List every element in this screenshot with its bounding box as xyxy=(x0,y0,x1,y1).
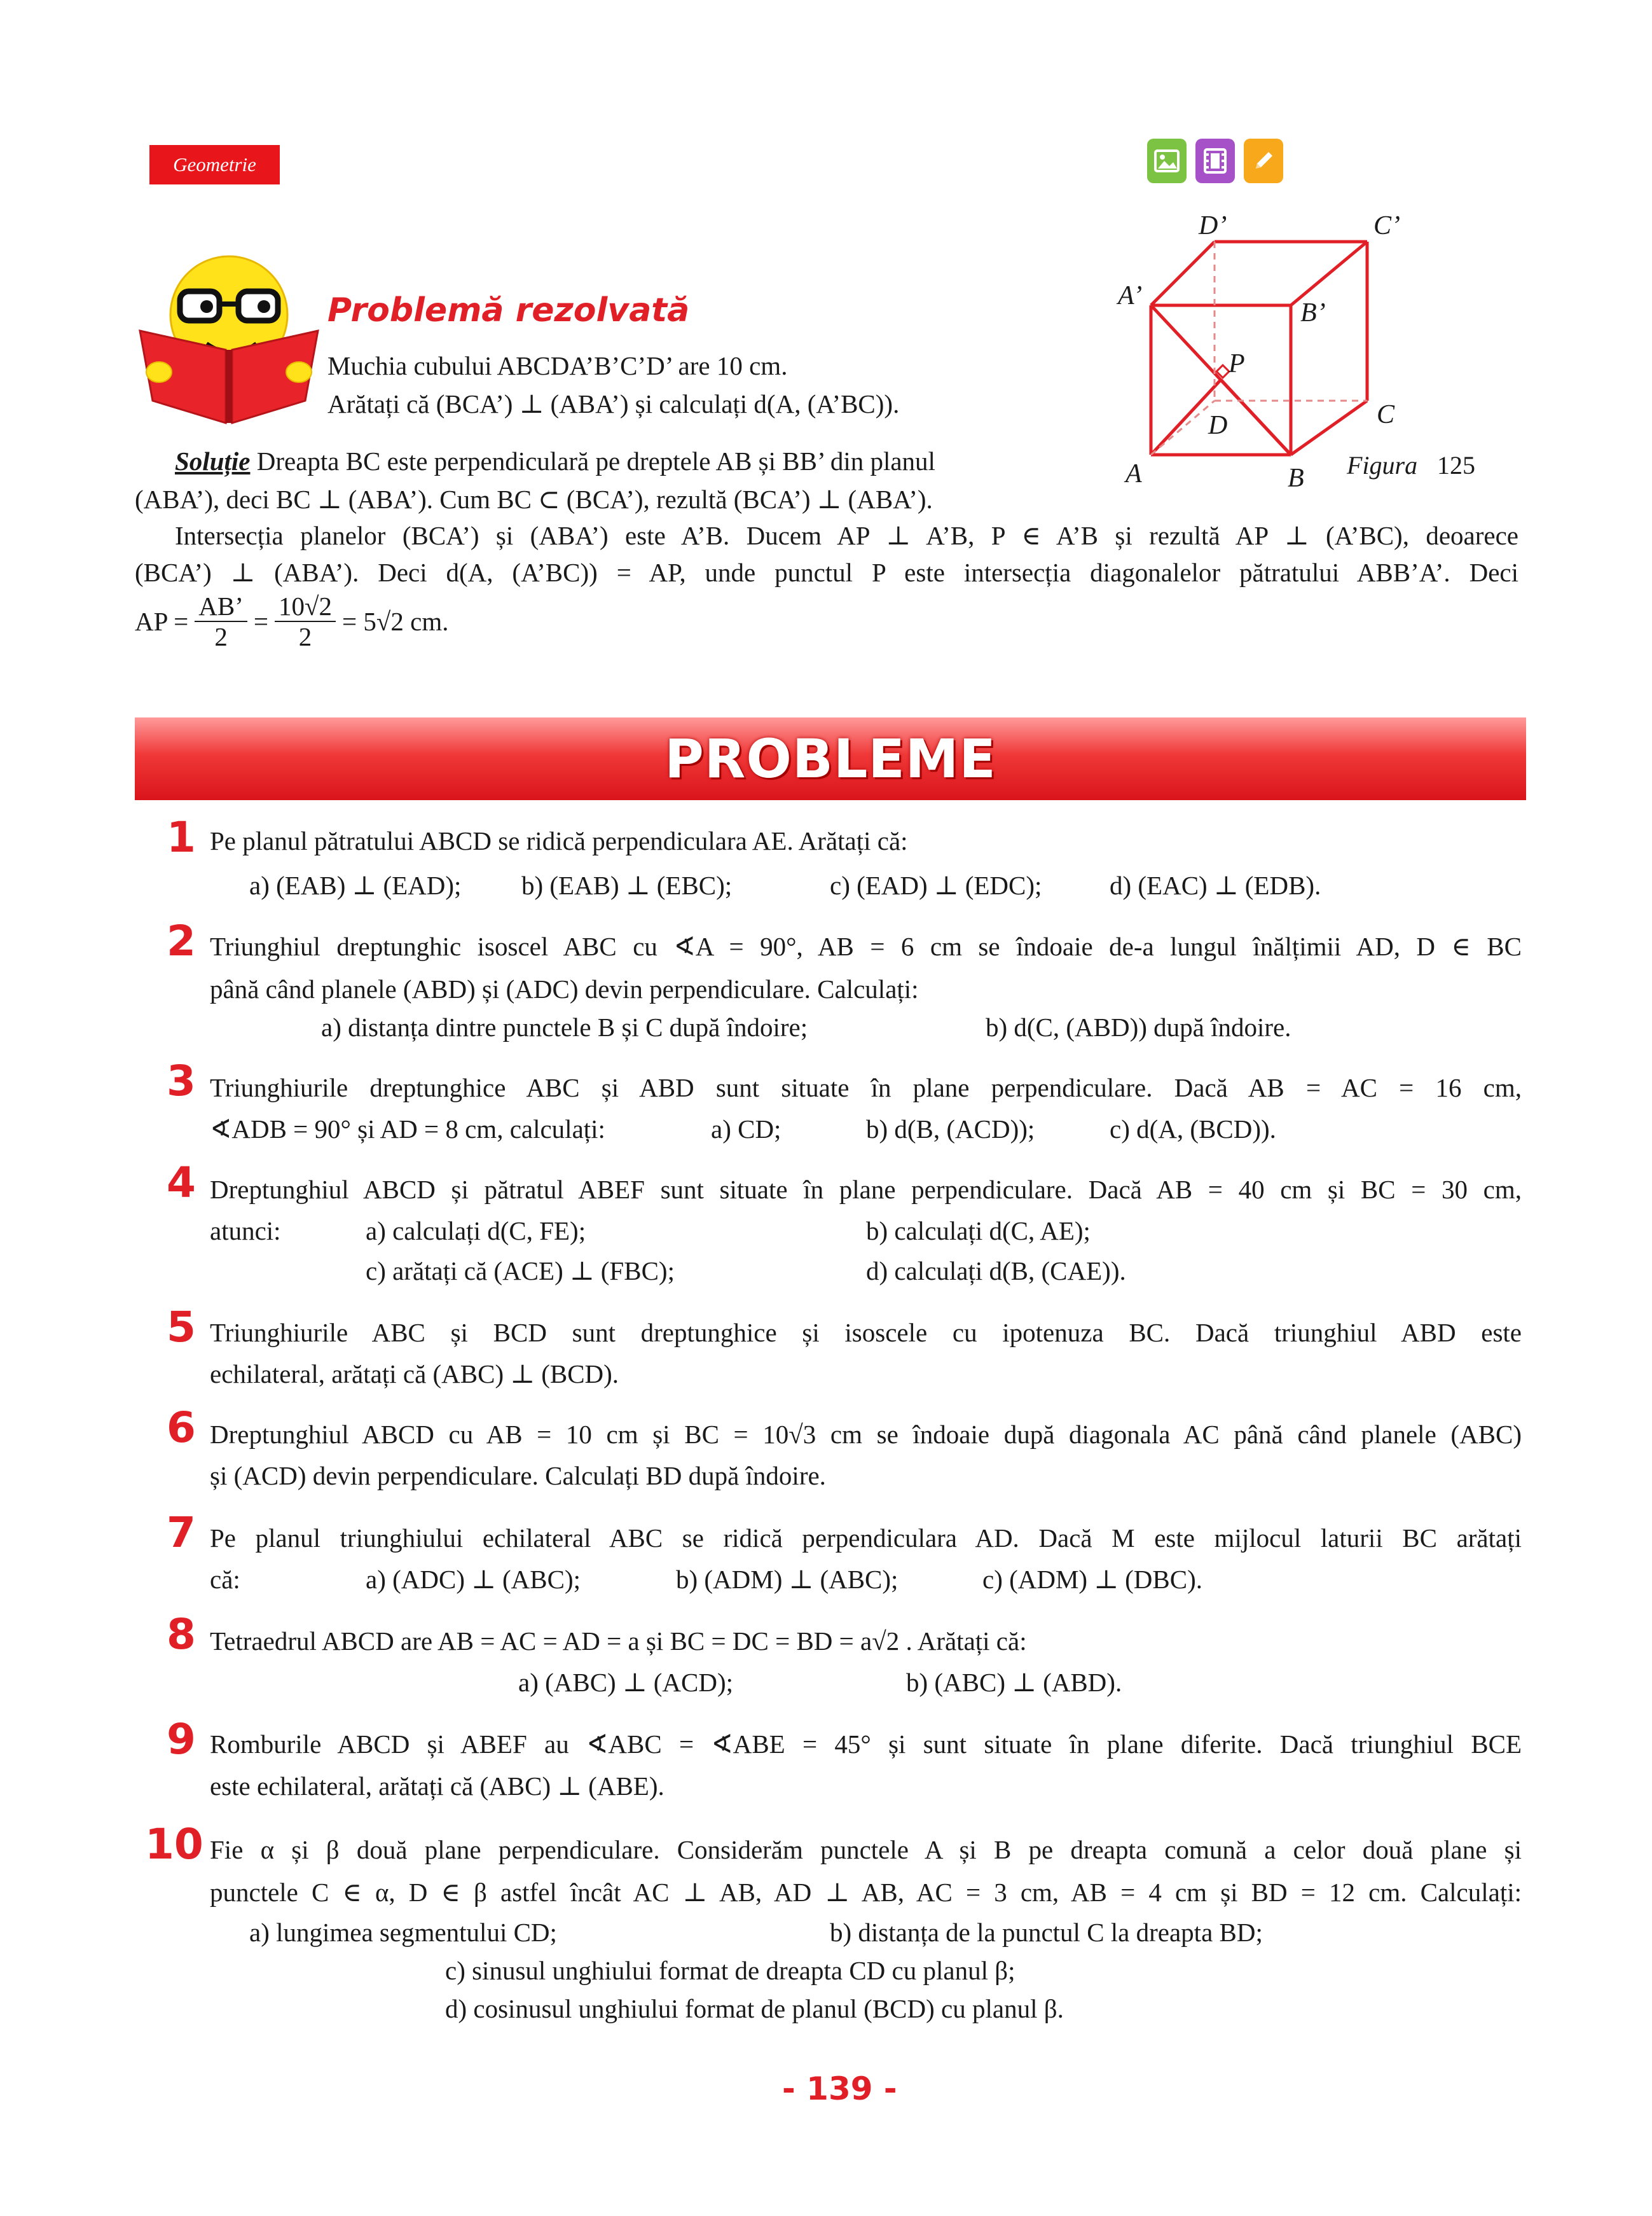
problem-part: a) calculați d(C, FE); xyxy=(366,1216,586,1245)
formula-eq: = xyxy=(253,607,268,636)
problem-line: Pe planul pătratului ABCD se ridică perpendiculara AE. Arătați că: xyxy=(210,826,908,855)
film-icon[interactable] xyxy=(1195,139,1235,183)
problem-line: Dreptunghiul ABCD cu AB = 10 cm și BC = 10√3 cm se îndoaie după diagonala AC până când planele (ABC) xyxy=(210,1420,1522,1449)
label-D1: D’ xyxy=(1199,211,1227,240)
formula-rhs: = 5√2 cm. xyxy=(342,607,449,636)
problem-part: a) CD; xyxy=(711,1114,781,1144)
problem-line: Fie α și β două plane perpendiculare. Considerăm punctele A și B pe dreapta comună a celor două plane și xyxy=(210,1835,1522,1864)
formula-lhs: AP = xyxy=(135,607,189,636)
problem-line: Romburile ABCD și ABEF au ∢ABC = ∢ABE = 45° și sunt situate în plane diferite. Dacă triunghiul BCE xyxy=(210,1729,1522,1759)
resource-icons xyxy=(1147,139,1283,183)
problem-part: a) (ABC) ⊥ (ACD); xyxy=(518,1668,734,1697)
pencil-icon[interactable] xyxy=(1244,139,1283,183)
solution-formula xyxy=(135,592,448,651)
formula-frac1-den: 2 xyxy=(214,622,228,651)
problem-number: 7 xyxy=(167,1508,196,1557)
problem-line: Dreptunghiul ABCD și pătratul ABEF sunt situate în plane perpendiculare. Dacă AB = 40 cm și BC = 30 cm, xyxy=(210,1175,1522,1204)
problem-line: atunci: xyxy=(210,1216,281,1245)
problem-line: Pe planul triunghiului echilateral ABC se ridică perpendiculara AD. Dacă M este mijlocul laturii BC arătați xyxy=(210,1523,1522,1553)
problem-line: este echilateral, arătați că (ABC) ⊥ (ABE). xyxy=(210,1771,664,1801)
problem-part: b) calculați d(C, AE); xyxy=(866,1216,1091,1245)
problem-part: b) d(B, (ACD)); xyxy=(866,1114,1035,1144)
solution-line-4: (BCA’) ⊥ (ABA’). Deci d(A, (A’BC)) = AP, unde punctul P este intersecția diagonalelor pătratului ABB’A’. Deci xyxy=(135,558,1518,587)
problem-part: a) (ADC) ⊥ (ABC); xyxy=(366,1565,581,1594)
figure-caption-number: 125 xyxy=(1437,451,1475,480)
problem-part: b) (ADM) ⊥ (ABC); xyxy=(676,1565,898,1594)
problem-number: 2 xyxy=(167,917,196,966)
solution-line-3: Intersecția planelor (BCA’) și (ABA’) este A’B. Ducem AP ⊥ A’B, P ∈ A’B și rezultă AP ⊥ (A’BC), deoarece xyxy=(175,521,1518,550)
problem-part: d) (EAC) ⊥ (EDB). xyxy=(1110,871,1321,900)
problem-part: b) d(C, (ABD)) după îndoire. xyxy=(986,1013,1291,1042)
solution-line-1 xyxy=(175,442,935,480)
label-C: C xyxy=(1377,400,1395,429)
problem-line: până când planele (ABD) și (ADC) devin perpendiculare. Calculați: xyxy=(210,974,919,1004)
label-A: A xyxy=(1125,459,1142,488)
problem-part: c) (EAD) ⊥ (EDC); xyxy=(830,871,1042,900)
problem-part: c) sinusul unghiului format de dreapta CD cu planul β; xyxy=(445,1956,1015,1985)
solved-statement-line-2: Arătați că (BCA’) ⊥ (ABA’) și calculați d(A, (A’BC)). xyxy=(327,389,900,419)
solution-text-1: Dreapta BC este perpendiculară pe dreptele AB și BB’ din planul xyxy=(256,447,935,476)
problem-part: c) d(A, (BCD)). xyxy=(1110,1114,1276,1144)
problem-line: Triunghiurile dreptunghice ABC și ABD sunt situate în plane perpendiculare. Dacă AB = AC = 16 cm, xyxy=(210,1073,1522,1102)
problem-line: Tetraedrul ABCD are AB = AC = AD = a și BC = DC = BD = a√2 . Arătați că: xyxy=(210,1626,1027,1656)
problem-number: 4 xyxy=(167,1158,196,1207)
problem-part: b) (ABC) ⊥ (ABD). xyxy=(906,1668,1122,1697)
solved-statement-line-1: Muchia cubului ABCDA’B’C’D’ are 10 cm. xyxy=(327,351,788,380)
problem-line: ∢ADB = 90° și AD = 8 cm, calculați: xyxy=(210,1114,605,1144)
solution-label: Soluție xyxy=(175,447,251,476)
problem-number: 9 xyxy=(167,1715,196,1764)
problem-part: a) (EAB) ⊥ (EAD); xyxy=(249,871,462,900)
problem-part: c) (ADM) ⊥ (DBC). xyxy=(982,1565,1202,1594)
problem-number: 8 xyxy=(167,1610,196,1659)
reading-mascot-icon xyxy=(137,254,321,426)
problem-line: punctele C ∈ α, D ∈ β astfel încât AC ⊥ AB, AD ⊥ AB, AC = 3 cm, AB = 4 cm și BD = 12 cm. Calculați: xyxy=(210,1878,1522,1907)
label-B: B xyxy=(1288,464,1304,493)
problems-banner xyxy=(135,717,1526,800)
label-P: P xyxy=(1229,349,1245,378)
problem-number: 1 xyxy=(167,813,196,862)
problem-number: 10 xyxy=(145,1820,203,1869)
problems-banner-title: PROBLEME xyxy=(664,728,996,790)
solved-problem-title: Problemă rezolvată xyxy=(327,291,690,329)
problem-part: c) arătați că (ACE) ⊥ (FBC); xyxy=(366,1256,675,1285)
problem-line: că: xyxy=(210,1565,240,1594)
problem-line: Triunghiul dreptunghic isoscel ABC cu ∢A = 90°, AB = 6 cm se îndoaie de-a lungul înălțimii AD, D ∈ BC xyxy=(210,932,1522,961)
problem-part: b) distanța de la punctul C la dreapta BD; xyxy=(830,1918,1263,1947)
problem-number: 5 xyxy=(167,1303,196,1352)
formula-frac2-num: 10√2 xyxy=(275,592,336,622)
problem-line: Triunghiurile ABC și BCD sunt dreptunghice și isoscele cu ipotenuza BC. Dacă triunghiul ABD este xyxy=(210,1318,1522,1347)
cube-figure xyxy=(1106,210,1488,496)
label-A1: A’ xyxy=(1118,281,1143,310)
problem-line: echilateral, arătați că (ABC) ⊥ (BCD). xyxy=(210,1359,619,1388)
problem-number: 6 xyxy=(167,1403,196,1452)
section-tag: Geometrie xyxy=(149,145,280,184)
problem-part: d) calculați d(B, (CAE)). xyxy=(866,1256,1126,1285)
image-icon[interactable] xyxy=(1147,139,1187,183)
solution-line-2: (ABA’), deci BC ⊥ (ABA’). Cum BC ⊂ (BCA’), rezultă (BCA’) ⊥ (ABA’). xyxy=(135,485,933,514)
label-C1: C’ xyxy=(1373,211,1400,240)
problem-number: 3 xyxy=(167,1056,196,1105)
problem-part: a) distanța dintre punctele B și C după îndoire; xyxy=(321,1013,808,1042)
page-number: - 139 - xyxy=(782,2070,897,2107)
formula-frac1-num: AB’ xyxy=(195,592,247,622)
label-B1: B’ xyxy=(1300,298,1326,328)
problem-part: a) lungimea segmentului CD; xyxy=(249,1918,557,1947)
figure-caption-word: Figura xyxy=(1347,451,1418,480)
problem-line: și (ACD) devin perpendiculare. Calculați BD după îndoire. xyxy=(210,1461,826,1490)
label-D: D xyxy=(1208,411,1228,440)
problem-part: d) cosinusul unghiului format de planul (BCD) cu planul β. xyxy=(445,1994,1064,2023)
formula-frac2-den: 2 xyxy=(298,622,312,651)
problem-part: b) (EAB) ⊥ (EBC); xyxy=(521,871,733,900)
